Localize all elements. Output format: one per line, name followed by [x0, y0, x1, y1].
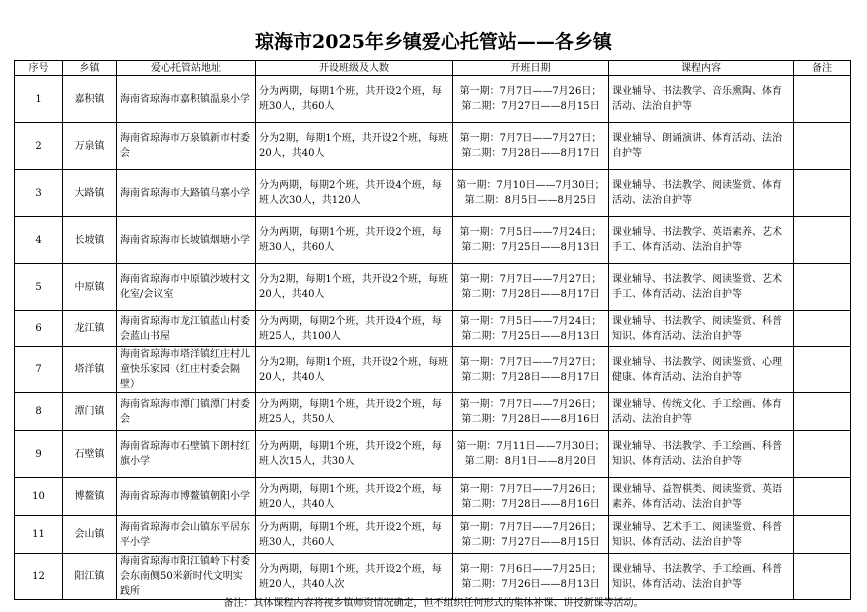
header-no: 序号 [15, 61, 63, 76]
cell-address: 海南省琼海市石壁镇下朗村红旗小学 [117, 431, 256, 478]
cell-remark [794, 123, 851, 170]
cell-courses: 课业辅导、书法教学、阅读鉴赏、科普知识、体育活动、法治自护等 [609, 311, 794, 347]
cell-classes: 分为2期，每期1个班，共开设2个班，每班20人，共40人 [256, 264, 453, 311]
cell-town: 会山镇 [63, 516, 117, 554]
cell-dates: 第一期：7月5日——7月24日； 第二期：7月25日——8月13日 [453, 311, 609, 347]
cell-town: 龙江镇 [63, 311, 117, 347]
cell-dates: 第一期：7月11日——7月30日； 第二期：8月1日——8月20日 [453, 431, 609, 478]
cell-town: 长坡镇 [63, 217, 117, 264]
cell-courses: 课业辅导、书法教学、阅读鉴赏、艺术手工、体育活动、法治自护等 [609, 264, 794, 311]
cell-address: 海南省琼海市嘉积镇温泉小学 [117, 76, 256, 123]
cell-remark [794, 217, 851, 264]
cell-classes: 分为两期，每期1个班，共开设2个班，每班25人，共50人 [256, 393, 453, 431]
cell-classes: 分为两期，每期1个班，共开设2个班，每班30人，共60人 [256, 516, 453, 554]
cell-classes: 分为两期，每期2个班，共开设4个班，每班人次30人，共120人 [256, 170, 453, 217]
cell-no: 8 [15, 393, 63, 431]
cell-no: 11 [15, 516, 63, 554]
table-row [15, 516, 851, 554]
cell-remark [794, 393, 851, 431]
table-row [15, 123, 851, 170]
cell-remark [794, 431, 851, 478]
cell-remark [794, 170, 851, 217]
table-row [15, 217, 851, 264]
cell-address: 海南省琼海市阳江镇岭下村委会东南侧50米新时代文明实践所 [117, 554, 256, 600]
cell-no: 12 [15, 554, 63, 600]
header-classes: 开设班级及人数 [256, 61, 453, 76]
cell-classes: 分为2期，每期1个班，共开设2个班，每班20人，共40人 [256, 123, 453, 170]
cell-address: 海南省琼海市万泉镇新市村委会 [117, 123, 256, 170]
header-town: 乡镇 [63, 61, 117, 76]
cell-courses: 课业辅导、书法教学、英语素养、艺术手工、体育活动、法治自护等 [609, 217, 794, 264]
stations-table [14, 60, 851, 600]
cell-no: 6 [15, 311, 63, 347]
cell-classes: 分为两期，每期1个班，共开设2个班，每班人次15人，共30人 [256, 431, 453, 478]
cell-no: 5 [15, 264, 63, 311]
cell-town: 中原镇 [63, 264, 117, 311]
cell-dates: 第一期：7月7日——7月27日； 第二期：7月28日——8月17日 [453, 123, 609, 170]
cell-town: 嘉积镇 [63, 76, 117, 123]
table-row [15, 347, 851, 393]
cell-no: 1 [15, 76, 63, 123]
cell-remark [794, 347, 851, 393]
footnote: 备注：具体课程内容将视乡镇师资情况确定，但不组织任何形式的集体补课、讲授新课等活动。 [223, 598, 644, 609]
cell-classes: 分为两期，每期2个班，共开设4个班，每班25人，共100人 [256, 311, 453, 347]
cell-town: 博鳌镇 [63, 478, 117, 516]
cell-classes: 分为两期，每期1个班，共开设2个班，每班30人，共60人 [256, 217, 453, 264]
cell-dates: 第一期：7月7日——7月27日； 第二期：7月28日——8月17日 [453, 347, 609, 393]
cell-dates: 第一期：7月7日——7月26日； 第二期：7月27日——8月15日 [453, 516, 609, 554]
cell-dates: 第一期：7月7日——7月27日； 第二期：7月28日——8月17日 [453, 264, 609, 311]
cell-classes: 分为两期，每期1个班，共开设2个班，每班20人，共40人 [256, 478, 453, 516]
cell-address: 海南省琼海市龙江镇蓝山村委会蓝山书屋 [117, 311, 256, 347]
cell-courses: 课业辅导、朗诵演讲、体育活动、法治自护等 [609, 123, 794, 170]
cell-classes: 分为两期，每期1个班，共开设2个班，每班20人，共40人次 [256, 554, 453, 600]
cell-courses: 课业辅导、书法教学、手工绘画、科普知识、体育活动、法治自护等 [609, 431, 794, 478]
cell-courses: 课业辅导、传统文化、手工绘画、体育活动、法治自护等 [609, 393, 794, 431]
cell-town: 阳江镇 [63, 554, 117, 600]
table-header-row [15, 61, 851, 76]
header-dates: 开班日期 [453, 61, 609, 76]
cell-no: 2 [15, 123, 63, 170]
cell-town: 塔洋镇 [63, 347, 117, 393]
cell-town: 万泉镇 [63, 123, 117, 170]
cell-no: 9 [15, 431, 63, 478]
cell-address: 海南省琼海市中原镇沙坡村文化室/会议室 [117, 264, 256, 311]
cell-dates: 第一期：7月7日——7月26日； 第二期：7月28日——8月16日 [453, 393, 609, 431]
cell-remark [794, 554, 851, 600]
cell-dates: 第一期：7月7日——7月26日； 第二期：7月27日——8月15日 [453, 76, 609, 123]
cell-address: 海南省琼海市潭门镇潭门村委会 [117, 393, 256, 431]
cell-courses: 课业辅导、书法教学、阅读鉴赏、体育活动、法治自护等 [609, 170, 794, 217]
cell-dates: 第一期：7月6日——7月25日； 第二期：7月26日——8月13日 [453, 554, 609, 600]
cell-address: 海南省琼海市长坡镇烟塘小学 [117, 217, 256, 264]
table-row [15, 393, 851, 431]
cell-remark [794, 76, 851, 123]
table-row [15, 311, 851, 347]
cell-town: 石壁镇 [63, 431, 117, 478]
cell-courses: 课业辅导、书法教学、音乐熏陶、体育活动、法治自护等 [609, 76, 794, 123]
cell-remark [794, 516, 851, 554]
cell-town: 大路镇 [63, 170, 117, 217]
table-row [15, 170, 851, 217]
cell-no: 3 [15, 170, 63, 217]
table-row [15, 478, 851, 516]
table-row [15, 76, 851, 123]
cell-classes: 分为两期，每期1个班，共开设2个班，每班30人，共60人 [256, 76, 453, 123]
table-body [15, 76, 851, 600]
cell-classes: 分为2期，每期1个班，共开设2个班，每班20人，共40人 [256, 347, 453, 393]
header-remark: 备注 [794, 61, 851, 76]
header-address: 爱心托管站地址 [117, 61, 256, 76]
cell-dates: 第一期：7月7日——7月26日； 第二期：7月28日——8月16日 [453, 478, 609, 516]
cell-courses: 课业辅导、书法教学、阅读鉴赏、心理健康、体育活动、法治自护等 [609, 347, 794, 393]
cell-address: 海南省琼海市大路镇马寨小学 [117, 170, 256, 217]
page-title: 琼海市2025年乡镇爱心托管站——各乡镇 [255, 31, 612, 53]
cell-courses: 课业辅导、益智棋类、阅读鉴赏、英语素养、体育活动、法治自护等 [609, 478, 794, 516]
cell-address: 海南省琼海市塔洋镇红庄村儿童快乐家园（红庄村委会隔壁） [117, 347, 256, 393]
table-row [15, 431, 851, 478]
cell-remark [794, 478, 851, 516]
table-row [15, 554, 851, 600]
cell-no: 4 [15, 217, 63, 264]
cell-no: 7 [15, 347, 63, 393]
cell-dates: 第一期：7月10日——7月30日； 第二期：8月5日——8月25日 [453, 170, 609, 217]
cell-remark [794, 264, 851, 311]
header-courses: 课程内容 [609, 61, 794, 76]
cell-remark [794, 311, 851, 347]
table-row [15, 264, 851, 311]
cell-no: 10 [15, 478, 63, 516]
cell-courses: 课业辅导、艺术手工、阅读鉴赏、科普知识、体育活动、法治自护等 [609, 516, 794, 554]
cell-address: 海南省琼海市会山镇东平居东平小学 [117, 516, 256, 554]
cell-address: 海南省琼海市博鳌镇朝阳小学 [117, 478, 256, 516]
cell-dates: 第一期：7月5日——7月24日； 第二期：7月25日——8月13日 [453, 217, 609, 264]
cell-town: 潭门镇 [63, 393, 117, 431]
cell-courses: 课业辅导、书法教学、手工绘画、科普知识、体育活动、法治自护等 [609, 554, 794, 600]
